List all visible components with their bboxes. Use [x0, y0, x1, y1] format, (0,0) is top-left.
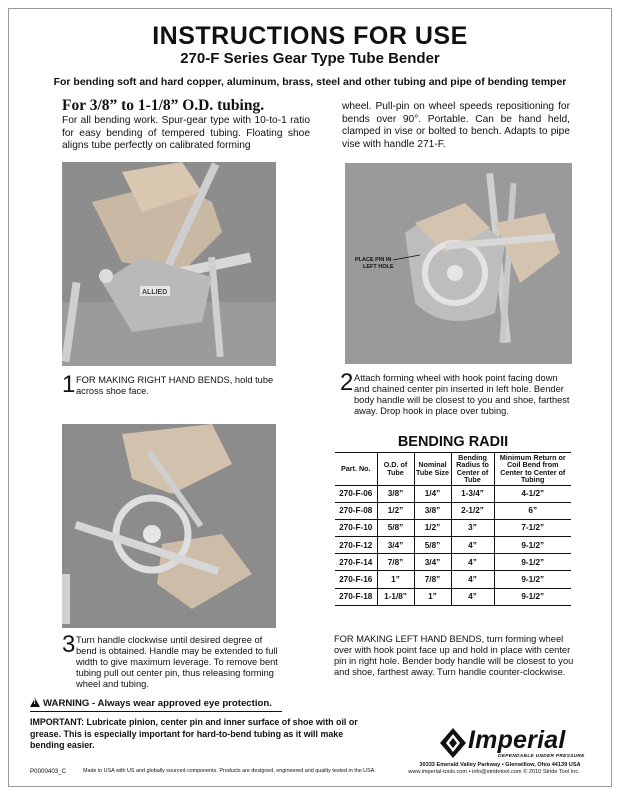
step-2-number: 2	[340, 369, 354, 396]
made-in-usa-note: Made in USA with US and globally sourced components. Products are designed, engineered and quality tested in the USA.	[83, 768, 376, 774]
page-title: INSTRUCTIONS FOR USE	[152, 22, 468, 50]
cell-od: 7/8”	[377, 554, 414, 571]
company-address: 30333 Emerald Valley Parkway • Glenwillow, Ohio 44139 USA	[419, 762, 581, 768]
header-min-return: Minimum Return or Coil Bend from Center to Center of Tubing	[494, 453, 571, 485]
description-left: For all bending work. Spur-gear type with 10-to-1 ratio for easy bending of tempered tubing. Floating shoe aligns tube perfectly on calibrated forming	[62, 115, 310, 151]
table-row	[335, 485, 571, 502]
cell-return: 9-1/2”	[494, 554, 571, 571]
bending-radii-table	[335, 453, 571, 606]
cell-return: 9-1/2”	[494, 588, 571, 605]
photo-turn-handle	[62, 424, 276, 628]
step-3-text: Turn handle clockwise until desired degree of bend is obtained. Handle may be extended to full width to give maximum leverage. To remove bent tubing pull out center pin, thus releasing forming wheel and tubing.	[76, 635, 278, 689]
warning-line	[30, 698, 282, 712]
warning-text: WARNING - Always wear approved eye protection.	[43, 698, 272, 709]
important-note: IMPORTANT: Lubricate pinion, center pin and inner surface of shoe with oil or grease. This is especially important for hard-to-bend tubing as it will make bending easier.	[30, 717, 358, 750]
cell-part: 270-F-12	[335, 537, 377, 554]
bending-radii-section	[335, 434, 571, 606]
header-nominal-size: Nominal Tube Size	[414, 453, 451, 485]
header-bending-radius: Bending Radius to Center of Tube	[451, 453, 494, 485]
description-right: wheel. Pull-pin on wheel speeds repositioning for bends over 90°. Portable. Can be hand held, clamped in vise or bolted to bench. Adapts to pipe vise with handle 271-F.	[342, 101, 570, 150]
cell-od: 5/8”	[377, 519, 414, 536]
step-1-text: FOR MAKING RIGHT HAND BENDS, hold tube across shoe face.	[76, 375, 274, 396]
step-2-text: Attach forming wheel with hook point facing down and chained center pin inserted in left hole. Bender body handle will be closest to you and shoe, farthest away. Drop hook in place over tubing.	[354, 373, 570, 416]
cell-od: 1/2”	[377, 502, 414, 519]
cell-nominal: 1/2”	[414, 519, 451, 536]
photo2-label-line2: LEFT HOLE	[363, 264, 394, 270]
left-hand-bend-text: FOR MAKING LEFT HAND BENDS, turn forming wheel over with hook point face up and hold in place with center pin in right hole. Bender body handle will be closest to you and shoe, farthest away. Turn handle counter-clockwise.	[334, 634, 574, 677]
imperial-logo	[440, 726, 590, 762]
step-2	[340, 371, 574, 419]
cell-od: 1”	[377, 571, 414, 588]
cell-od: 3/4”	[377, 537, 414, 554]
photo1-brand-text: ALLIED	[142, 289, 168, 296]
step-3	[62, 633, 282, 693]
table-row	[335, 571, 571, 588]
cell-radius: 4”	[451, 537, 494, 554]
photo-attach-forming-wheel	[345, 163, 572, 364]
cell-radius: 3”	[451, 519, 494, 536]
cell-nominal: 1”	[414, 588, 451, 605]
cell-nominal: 5/8”	[414, 537, 451, 554]
cell-nominal: 1/4”	[414, 485, 451, 502]
table-row	[335, 519, 571, 536]
cell-part: 270-F-14	[335, 554, 377, 571]
cell-radius: 1-3/4”	[451, 485, 494, 502]
cell-return: 4-1/2”	[494, 485, 571, 502]
brand-tagline: DEPENDABLE UNDER PRESSURE	[498, 754, 585, 759]
cell-nominal: 3/4”	[414, 554, 451, 571]
cell-part: 270-F-06	[335, 485, 377, 502]
cell-nominal: 7/8”	[414, 571, 451, 588]
brand-name: Imperial	[468, 726, 566, 754]
table-header-row	[335, 453, 571, 485]
cell-radius: 4”	[451, 571, 494, 588]
intro-line: For bending soft and hard copper, aluminum, brass, steel and other tubing and pipe of bending temper	[53, 76, 567, 88]
cell-radius: 4”	[451, 588, 494, 605]
cell-return: 7-1/2”	[494, 519, 571, 536]
step-3-number: 3	[62, 631, 76, 658]
cell-return: 9-1/2”	[494, 537, 571, 554]
header-od-tube: O.D. of Tube	[377, 453, 414, 485]
warning-triangle-icon	[30, 698, 40, 707]
cell-od: 3/8”	[377, 485, 414, 502]
cell-od: 1-1/8”	[377, 588, 414, 605]
cell-part: 270-F-16	[335, 571, 377, 588]
page-subtitle: 270-F Series Gear Type Tube Bender	[180, 50, 440, 67]
imperial-diamond-icon	[440, 728, 466, 758]
header-part-no: Part. No.	[335, 453, 377, 485]
cell-radius: 4”	[451, 554, 494, 571]
table-row	[335, 588, 571, 605]
table-row	[335, 554, 571, 571]
cell-radius: 2-1/2”	[451, 502, 494, 519]
cell-part: 270-F-10	[335, 519, 377, 536]
cell-part: 270-F-08	[335, 502, 377, 519]
step-1-number: 1	[62, 371, 76, 398]
document-part-number: P0000403_C	[30, 768, 67, 775]
cell-return: 9-1/2”	[494, 571, 571, 588]
tubing-range-heading: For 3/8” to 1-1/8” O.D. tubing.	[62, 97, 265, 114]
photo2-label-line1: PLACE PIN IN	[355, 257, 392, 263]
step-1	[62, 373, 277, 413]
table-row	[335, 502, 571, 519]
cell-nominal: 3/8”	[414, 502, 451, 519]
photo-right-hand-bend	[62, 162, 276, 366]
cell-return: 6”	[494, 502, 571, 519]
table-row	[335, 537, 571, 554]
bending-radii-title: BENDING RADII	[335, 434, 571, 453]
company-web: www.imperial-tools.com • info@stridetool.com © 2010 Stride Tool Inc.	[408, 769, 580, 775]
cell-part: 270-F-18	[335, 588, 377, 605]
